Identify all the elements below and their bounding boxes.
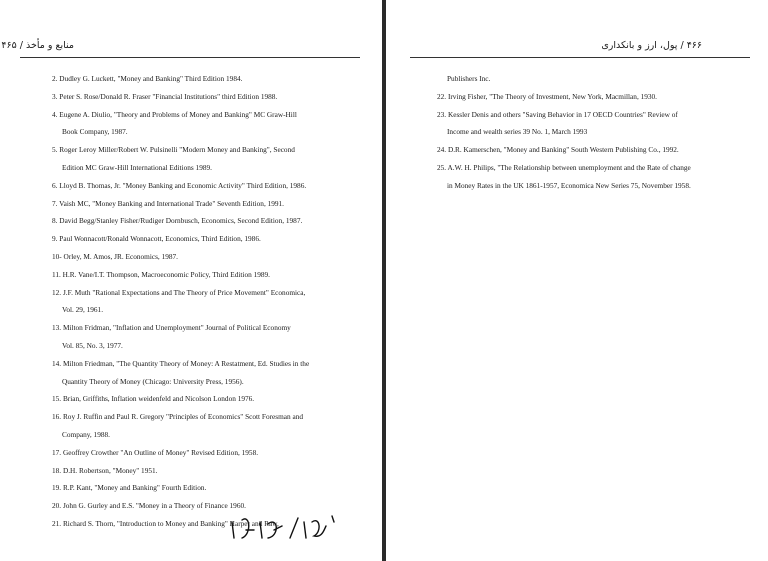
reference-text: 15. Brian, Griffiths, Inflation weidenfeld and Nicolson London 1976. xyxy=(52,394,255,404)
reference-text: 8. David Begg/Stanley Fisher/Rudiger Dornbusch, Economics, Second Edition, 1987. xyxy=(52,216,303,226)
reference-text: 19. R.P. Kant, "Money and Banking" Fourth Edition. xyxy=(52,483,207,493)
reference-list-right xyxy=(437,70,737,195)
right-page xyxy=(386,0,768,561)
reference-text: 5. Roger Leroy Miller/Robert W. Pulsinelli "Modern Money and Banking", Second xyxy=(52,145,295,155)
reference-text-continued: Edition MC Graw-Hill International Editions 1989. xyxy=(62,162,212,172)
reference-item xyxy=(52,248,352,266)
reference-item xyxy=(52,141,352,177)
reference-item xyxy=(437,141,737,159)
reference-text: 14. Milton Friedman, "The Quantity Theory of Money: A Restatment, Ed. Studies in the xyxy=(52,358,310,368)
reference-text-continued: in Money Rates in the UK 1861-1957, Economica New Series 75, November 1958. xyxy=(447,180,691,190)
header-rule-left xyxy=(20,57,360,58)
reference-text: 13. Milton Fridman, "Inflation and Unemployment" Journal of Political Economy xyxy=(52,323,291,333)
reference-text: 24. D.R. Kamerschen, "Money and Banking" South Western Publishing Co., 1992. xyxy=(437,145,679,155)
reference-text: 25. A.W. H. Philips, "The Relationship between unemployment and the Rate of change xyxy=(437,162,691,172)
reference-item xyxy=(52,284,352,320)
reference-text: 18. D.H. Robertson, "Money" 1951. xyxy=(52,465,158,475)
reference-item xyxy=(437,88,737,106)
reference-item xyxy=(52,212,352,230)
running-head-left: منابع و مأخذ / ۴۶۵ xyxy=(1,40,74,51)
reference-item xyxy=(52,462,352,480)
reference-text: 7. Vaish MC, "Money Banking and International Trade" Seventh Edition, 1991. xyxy=(52,198,285,208)
reference-item xyxy=(52,408,352,444)
handwritten-note xyxy=(228,508,348,548)
reference-text: 10- Orley, M. Amos, JR. Economics, 1987. xyxy=(52,251,178,261)
reference-text-continued: Income and wealth series 39 No. 1, March 1993 xyxy=(447,127,588,137)
reference-text-continued: Quantity Theory of Money (Chicago: University Press, 1956). xyxy=(62,376,244,386)
reference-text: 11. H.R. Vane/I.T. Thompson, Macroeconomic Policy, Third Edition 1989. xyxy=(52,269,271,279)
reference-item xyxy=(52,479,352,497)
reference-item xyxy=(52,444,352,462)
reference-item xyxy=(52,390,352,408)
reference-text: 2. Dudley G. Luckett, "Money and Banking" Third Edition 1984. xyxy=(52,74,243,83)
reference-text: 12. J.F. Muth "Rational Expectations and The Theory of Price Movement" Economica, xyxy=(52,287,306,297)
header-rule-right xyxy=(410,57,750,58)
reference-item xyxy=(52,230,352,248)
reference-item xyxy=(52,177,352,195)
reference-text-continued: Vol. 85, No. 3, 1977. xyxy=(62,340,123,350)
reference-text: 23. Kessler Denis and others "Saving Behavior in 17 OECD Countries" Review of xyxy=(437,109,678,119)
reference-text: 3. Peter S. Rose/Donald R. Fraser "Financial Institutions" third Edition 1988. xyxy=(52,91,278,101)
reference-text: 4. Eugene A. Diulio, "Theory and Problems of Money and Banking" MC Graw-Hill xyxy=(52,109,297,119)
reference-list-left xyxy=(52,70,352,533)
reference-item xyxy=(437,106,737,142)
left-page xyxy=(0,0,382,561)
reference-text: 20. John G. Gurley and E.S. "Money in a Theory of Finance 1960. xyxy=(52,501,246,511)
reference-item xyxy=(52,266,352,284)
reference-text: 6. Lloyd B. Thomas, Jr. "Money Banking and Economic Activity" Third Edition, 1986. xyxy=(52,180,307,190)
reference-item xyxy=(52,88,352,106)
reference-item xyxy=(52,355,352,391)
reference-text: 21. Richard S. Thorn, "Introduction to Money and Banking" Harper and Raw, xyxy=(52,518,279,528)
reference-item xyxy=(437,159,737,195)
reference-item xyxy=(52,106,352,142)
reference-item xyxy=(52,195,352,213)
reference-text: 16. Roy J. Ruffin and Paul R. Gregory "Principles of Economics" Scott Foresman and xyxy=(52,412,304,422)
reference-item xyxy=(52,70,352,88)
reference-text-continued: Company, 1988. xyxy=(62,429,110,439)
reference-text: 17. Geoffrey Crowther "An Outline of Money" Revised Edition, 1958. xyxy=(52,447,259,457)
continuation-line: Publishers Inc. xyxy=(447,74,491,83)
reference-text-continued: Vol. 29, 1961. xyxy=(62,305,104,315)
reference-text: 22. Irving Fisher, "The Theory of Investment, New York, Macmillan, 1930. xyxy=(437,91,658,101)
reference-text-continued: Book Company, 1987. xyxy=(62,127,128,137)
reference-text: 9. Paul Wonnacott/Ronald Wonnacott, Economics, Third Edition, 1986. xyxy=(52,234,261,244)
reference-item xyxy=(52,319,352,355)
running-head-right: ۴۶۶ / پول، ارز و بانکداری xyxy=(601,40,702,51)
